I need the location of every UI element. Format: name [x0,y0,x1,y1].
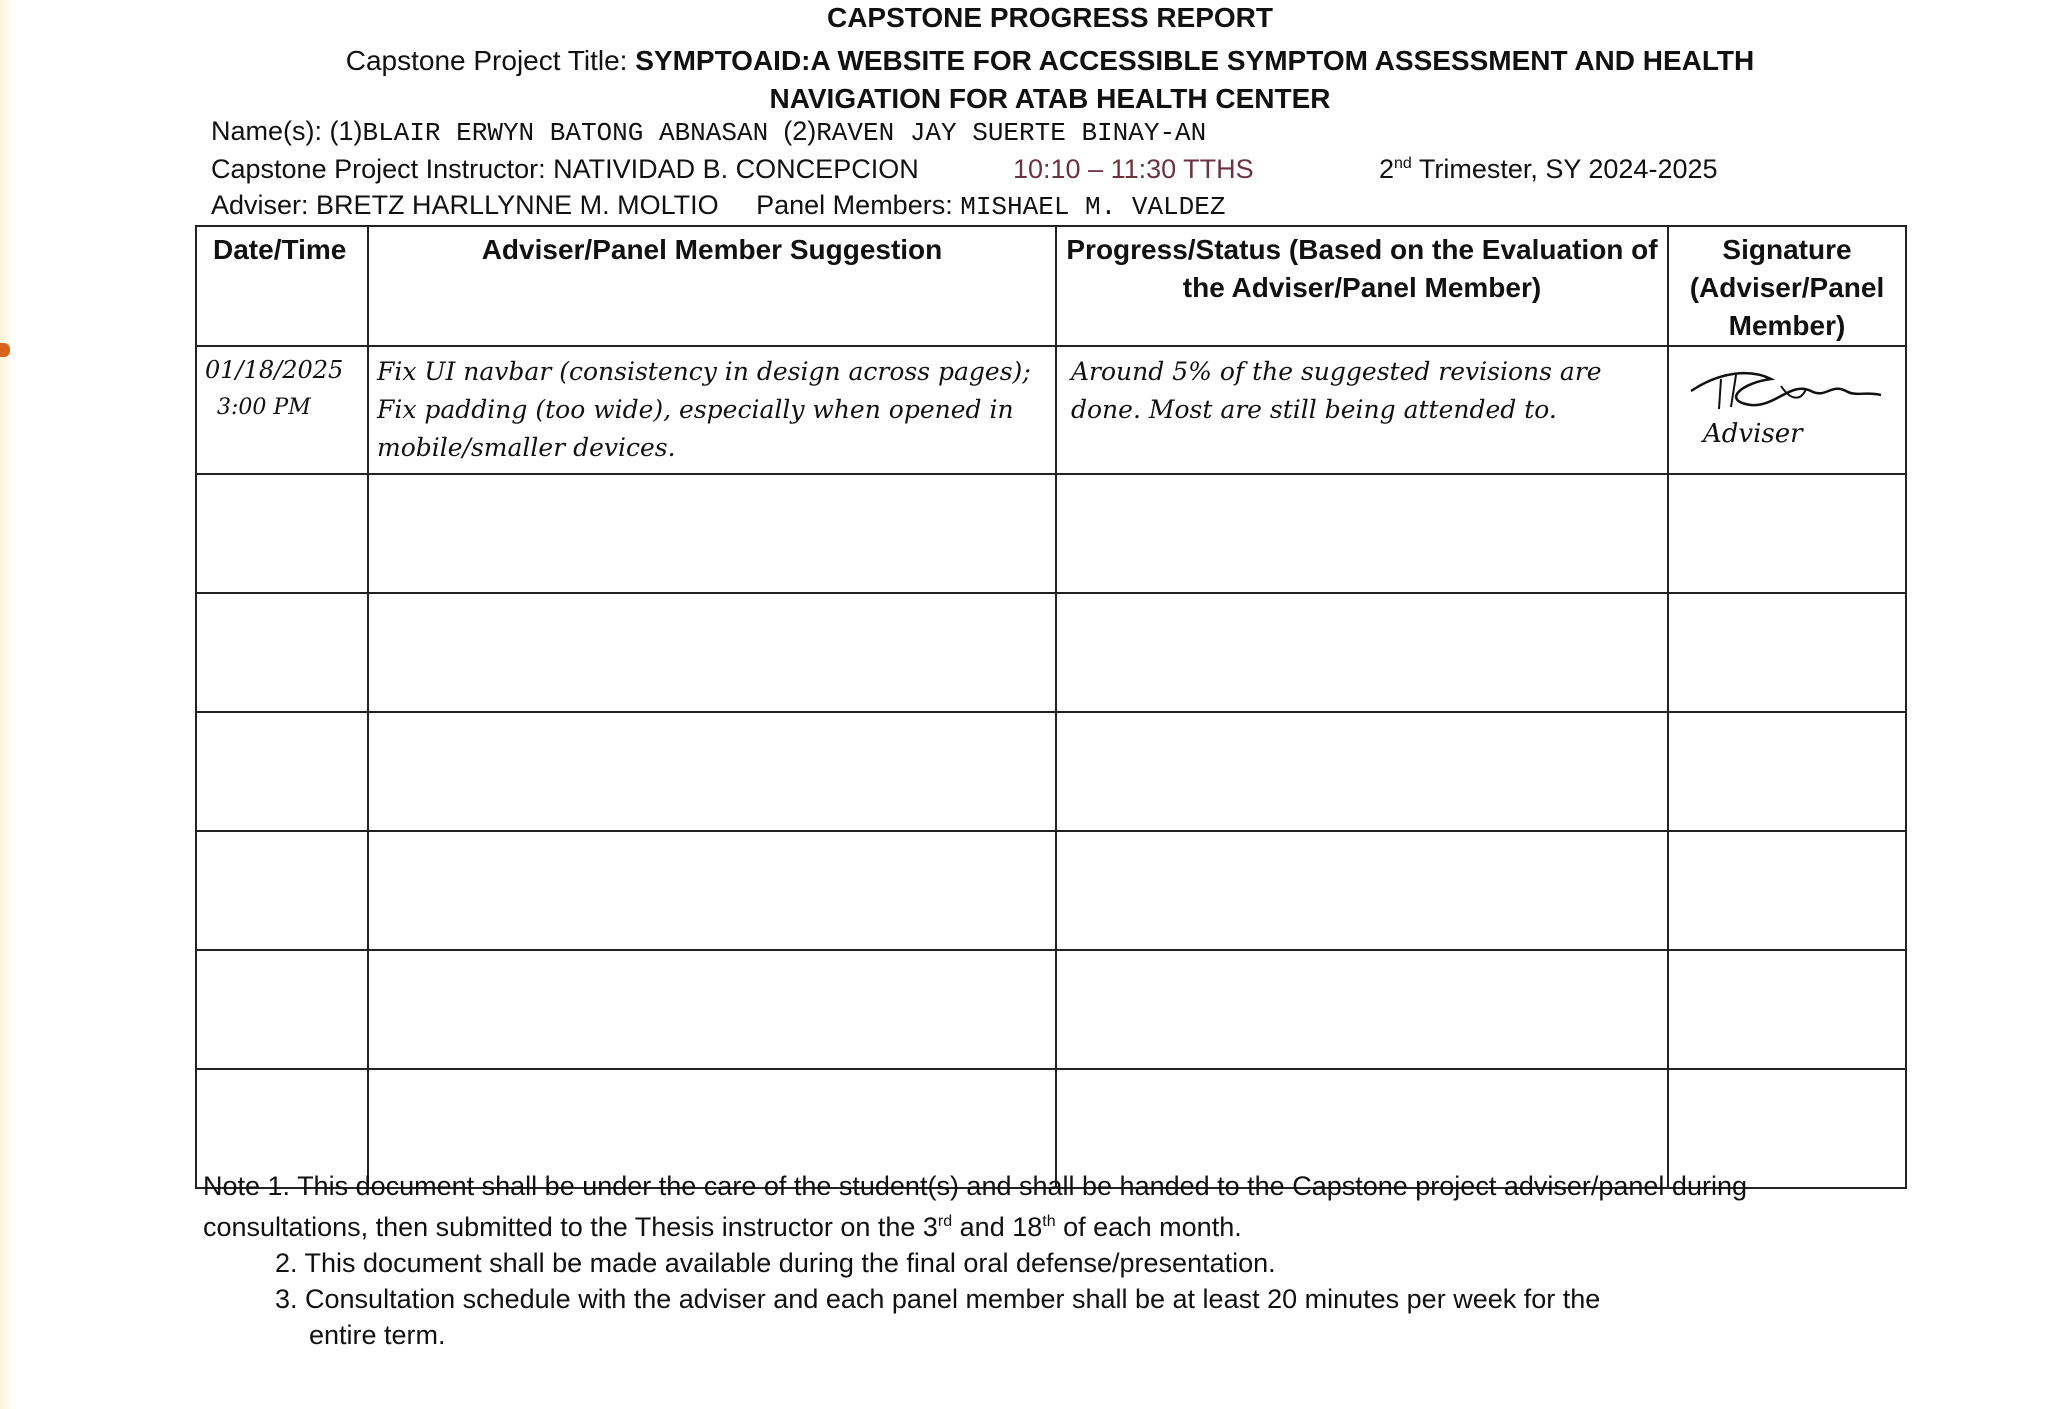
note-1-text-c: of each month. [1055,1212,1242,1242]
progress-cell [1056,474,1668,593]
suggestion-cell [368,593,1056,712]
note-1-sup-th: th [1042,1213,1056,1230]
progress-table [195,225,1907,1189]
instructor-line [211,154,919,185]
table-row [196,950,1906,1069]
term-number: 2 [1379,154,1395,184]
student-name-1: BLAIR ERWYN BATONG ABNASAN [362,118,769,148]
note-1 [203,1168,1903,1245]
entry-time: 3:00 PM [217,395,311,420]
progress-cell [1056,950,1668,1069]
adviser-line [211,190,1225,222]
note-1-text: Note 1. This document shall be under the care of the student(s) and shall be handed to the Capstone project adviser/panel during consultations, then submitted to the Thesis instructor on the 3 [203,1171,1747,1242]
name1-prefix: (1) [329,116,363,146]
signature-cell [1668,950,1906,1069]
col-header-signature: Signature (Adviser/Panel Member) [1668,226,1906,346]
date-cell [196,831,368,950]
col-header-date: Date/Time [196,226,368,346]
date-cell [196,593,368,712]
class-schedule: 10:10 – 11:30 TTHS [1013,154,1254,184]
signature-cell [1668,712,1906,831]
col-header-progress: Progress/Status (Based on the Evaluation of the Adviser/Panel Member) [1056,226,1668,346]
table-row [196,474,1906,593]
entry-suggestion: Fix UI navbar (consistency in design across pages); Fix padding (too wide), especially when opened in mobile/smaller devices. [377,357,1031,462]
note-3-continued: entire term. [309,1320,446,1350]
adviser-label: Adviser: [211,190,317,220]
binder-mark [0,343,10,357]
table-row [196,593,1906,712]
note-1-text-b: and 18 [952,1212,1043,1242]
suggestion-cell [368,346,1056,474]
table-row [196,831,1906,950]
names-label: Name(s): [211,116,330,146]
table-row [196,346,1906,474]
page-edge-shadow [0,0,18,1409]
signature-cell [1668,831,1906,950]
date-cell [196,712,368,831]
note-1-sup-rd: rd [937,1213,953,1230]
panel-label: Panel Members: [756,190,961,220]
entry-progress: Around 5% of the suggested revisions are done. Most are still being attended to. [1071,357,1602,424]
progress-cell [1056,712,1668,831]
signature-caption: Adviser [1703,419,1803,449]
note-3: 3. Consultation schedule with the adviser and each panel member shall be at least 20 minutes per week for the [275,1284,1601,1314]
notes-section [203,1168,1903,1353]
name2-prefix: (2) [783,116,817,146]
suggestion-cell [368,831,1056,950]
suggestion-cell [368,712,1056,831]
note-2: 2. This document shall be made available during the final oral defense/presentation. [275,1248,1276,1278]
progress-cell [1056,831,1668,950]
term-suffix: nd [1394,155,1412,172]
term-text: Trimester, SY 2024-2025 [1411,154,1718,184]
instructor-label: Capstone Project Instructor: [211,154,554,184]
student-name-2: RAVEN JAY SUERTE BINAY-AN [816,118,1207,148]
progress-cell [1056,346,1668,474]
progress-cell [1056,593,1668,712]
table-header-row [196,226,1906,346]
adviser-name: BRETZ HARLLYNNE M. MOLTIO [316,190,719,220]
suggestion-cell [368,950,1056,1069]
date-cell [196,474,368,593]
signature-cell [1668,474,1906,593]
names-line [211,116,1206,148]
signature-cell [1668,346,1906,474]
entry-date: 01/18/2025 [205,356,344,384]
term [1379,154,1718,185]
suggestion-cell [368,474,1056,593]
date-cell [196,950,368,1069]
table-row [196,712,1906,831]
instructor-name: NATIVIDAD B. CONCEPCION [553,154,919,184]
panel-member-name: MISHAEL M. VALDEZ [960,192,1226,222]
document-title: CAPSTONE PROGRESS REPORT [826,2,1273,33]
adviser-signature [1681,361,1891,421]
project-title-label: Capstone Project Title: [345,45,636,76]
signature-cell [1668,593,1906,712]
project-title-block [300,42,1800,118]
date-cell [196,346,368,474]
col-header-suggestion: Adviser/Panel Member Suggestion [368,226,1056,346]
project-title-value: SYMPTOAID:A WEBSITE FOR ACCESSIBLE SYMPTOM ASSESSMENT AND HEALTH NAVIGATION FOR ATAB HEALTH CENTER [635,45,1755,114]
